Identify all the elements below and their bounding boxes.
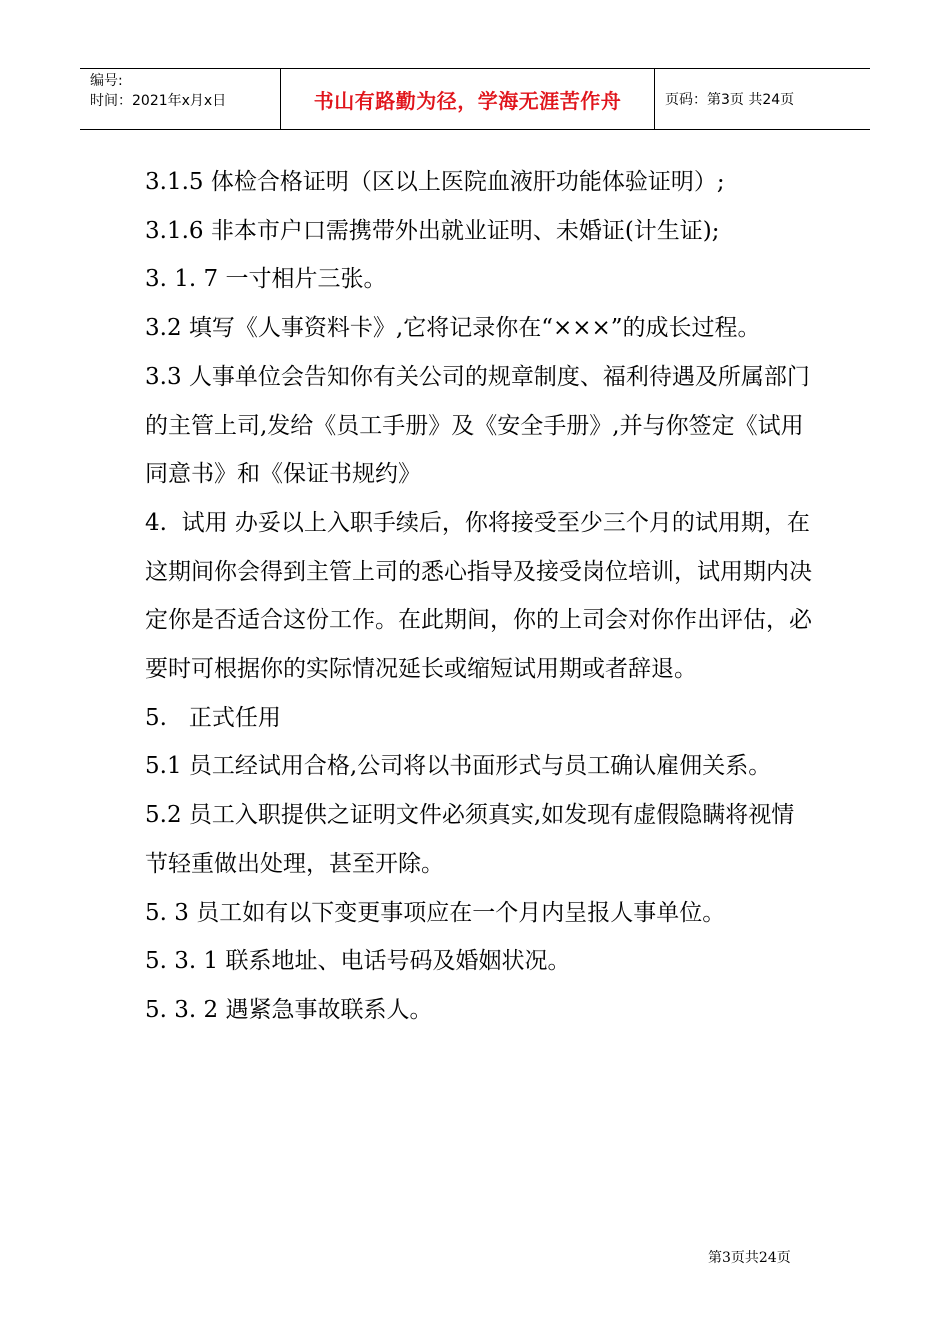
header-meta — [80, 69, 281, 129]
paragraph: 3.2 填写《人事资料卡》,它将记录你在“×××”的成长过程。 — [145, 315, 761, 342]
document-header — [80, 68, 870, 130]
paragraph: 5.1 员工经试用合格,公司将以书面形式与员工确认雇佣关系。 — [145, 753, 772, 780]
number-label: 编号: — [90, 73, 123, 89]
header-page-info: 页码：第3页 共24页 — [665, 92, 795, 108]
paragraph: 3.1.5 体检合格证明（区以上医院血液肝功能体验证明）; — [145, 169, 725, 195]
paragraph: 5.2 员工入职提供之证明文件必须真实,如发现有虚假隐瞒将视情节轻重做出处理，甚至开除。 — [145, 802, 795, 877]
document-body — [145, 158, 815, 1035]
paragraph: 3.3 人事单位会告知你有关公司的规章制度、福利待遇及所属部门的主管上司,发给《员工手册》及《安全手册》,并与你签定《试用同意书》和《保证书规约》 — [145, 363, 810, 488]
paragraph: 5. 3. 1 联系地址、电话号码及婚姻状况。 — [145, 948, 571, 975]
paragraph: 5. 3. 2 遇紧急事故联系人。 — [145, 996, 433, 1023]
time-label: 时间：2021年x月x日 — [90, 93, 227, 109]
paragraph: 3. 1. 7 一寸相片三张。 — [145, 266, 387, 293]
paragraph: 5. 正式任用 — [145, 704, 281, 731]
paragraph: 3.1.6 非本市户口需携带外出就业证明、未婚证(计生证); — [145, 217, 720, 244]
header-motto: 书山有路勤为径，学海无涯苦作舟 — [281, 69, 655, 129]
paragraph: 4. 试用 办妥以上入职手续后，你将接受至少三个月的试用期，在这期间你会得到主管上司的悉心指导及接受岗位培训，试用期内决定你是否适合这份工作。在此期间，你的上司会对你作出评估，必要时可根据你的实际情况延长或缩短试用期或者辞退。 — [145, 509, 812, 683]
page-footer: 第3页共24页 — [708, 1250, 791, 1266]
paragraph: 5. 3 员工如有以下变更事项应在一个月内呈报人事单位。 — [145, 899, 726, 926]
